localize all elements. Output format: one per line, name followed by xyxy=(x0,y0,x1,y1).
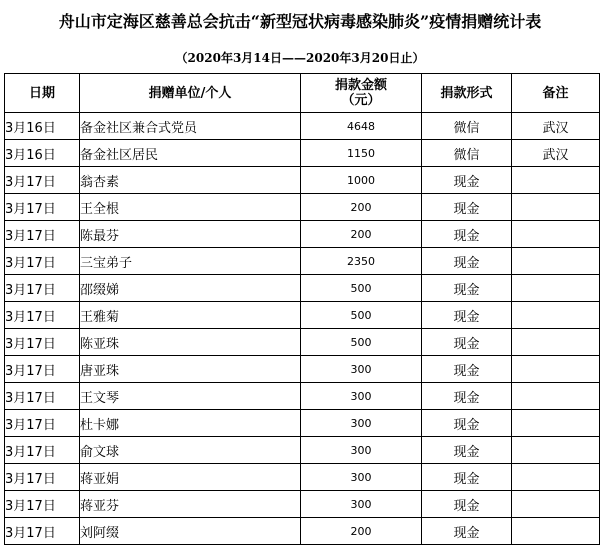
cell-date: 3月16日 xyxy=(5,113,80,140)
cell-method: 现金 xyxy=(422,248,512,275)
cell-method: 现金 xyxy=(422,329,512,356)
cell-date: 3月17日 xyxy=(5,275,80,302)
donation-table xyxy=(4,73,600,545)
cell-date: 3月17日 xyxy=(5,167,80,194)
cell-method: 现金 xyxy=(422,356,512,383)
cell-method: 微信 xyxy=(422,113,512,140)
cell-note xyxy=(512,464,600,491)
cell-donor: 杜卡娜 xyxy=(80,410,301,437)
table-row xyxy=(5,140,600,167)
table-row xyxy=(5,221,600,248)
cell-date: 3月17日 xyxy=(5,437,80,464)
table-row xyxy=(5,491,600,518)
cell-method: 现金 xyxy=(422,518,512,545)
table-row xyxy=(5,329,600,356)
cell-note xyxy=(512,518,600,545)
header-donor: 捐赠单位/个人 xyxy=(80,74,301,113)
cell-note xyxy=(512,194,600,221)
cell-amount: 300 xyxy=(301,437,422,464)
cell-date: 3月17日 xyxy=(5,194,80,221)
cell-date: 3月17日 xyxy=(5,410,80,437)
cell-note xyxy=(512,356,600,383)
cell-date: 3月17日 xyxy=(5,302,80,329)
cell-amount: 1150 xyxy=(301,140,422,167)
cell-date: 3月17日 xyxy=(5,383,80,410)
cell-date: 3月17日 xyxy=(5,491,80,518)
header-amount xyxy=(301,74,422,113)
cell-note xyxy=(512,167,600,194)
cell-amount: 200 xyxy=(301,194,422,221)
cell-note xyxy=(512,491,600,518)
cell-donor: 刘阿缀 xyxy=(80,518,301,545)
cell-method: 现金 xyxy=(422,167,512,194)
table-row xyxy=(5,302,600,329)
cell-donor: 俞文球 xyxy=(80,437,301,464)
cell-method: 现金 xyxy=(422,221,512,248)
cell-note: 武汉 xyxy=(512,140,600,167)
cell-method: 现金 xyxy=(422,464,512,491)
cell-donor: 翁杏素 xyxy=(80,167,301,194)
cell-amount: 200 xyxy=(301,221,422,248)
cell-amount: 300 xyxy=(301,464,422,491)
cell-donor: 三宝弟子 xyxy=(80,248,301,275)
cell-method: 现金 xyxy=(422,194,512,221)
cell-note xyxy=(512,410,600,437)
table-row xyxy=(5,275,600,302)
table-row xyxy=(5,518,600,545)
cell-note xyxy=(512,275,600,302)
cell-donor: 蒋亚娟 xyxy=(80,464,301,491)
cell-note xyxy=(512,302,600,329)
table-row xyxy=(5,464,600,491)
cell-note xyxy=(512,248,600,275)
cell-donor: 陈亚珠 xyxy=(80,329,301,356)
cell-method: 现金 xyxy=(422,437,512,464)
cell-date: 3月17日 xyxy=(5,248,80,275)
table-row xyxy=(5,383,600,410)
cell-note xyxy=(512,383,600,410)
cell-donor: 陈最芬 xyxy=(80,221,301,248)
cell-donor: 唐亚珠 xyxy=(80,356,301,383)
cell-donor: 邵缀娣 xyxy=(80,275,301,302)
cell-date: 3月16日 xyxy=(5,140,80,167)
cell-method: 现金 xyxy=(422,302,512,329)
header-date: 日期 xyxy=(5,74,80,113)
cell-amount: 300 xyxy=(301,410,422,437)
table-row xyxy=(5,437,600,464)
cell-amount: 300 xyxy=(301,356,422,383)
table-row xyxy=(5,167,600,194)
cell-amount: 1000 xyxy=(301,167,422,194)
cell-donor: 王全根 xyxy=(80,194,301,221)
cell-amount: 500 xyxy=(301,329,422,356)
table-row xyxy=(5,410,600,437)
cell-method: 现金 xyxy=(422,275,512,302)
cell-method: 现金 xyxy=(422,410,512,437)
cell-donor: 王文琴 xyxy=(80,383,301,410)
header-note: 备注 xyxy=(512,74,600,113)
cell-date: 3月17日 xyxy=(5,464,80,491)
table-row xyxy=(5,194,600,221)
table-header-row xyxy=(5,74,600,113)
cell-amount: 500 xyxy=(301,275,422,302)
cell-donor: 蒋亚芬 xyxy=(80,491,301,518)
cell-date: 3月17日 xyxy=(5,329,80,356)
header-amount-line2: （元） xyxy=(341,93,381,108)
table-row xyxy=(5,356,600,383)
cell-date: 3月17日 xyxy=(5,518,80,545)
cell-amount: 500 xyxy=(301,302,422,329)
document-subtitle: （2020年3月14日——2020年3月20日止） xyxy=(175,51,425,65)
cell-amount: 2350 xyxy=(301,248,422,275)
cell-donor: 王雅菊 xyxy=(80,302,301,329)
cell-date: 3月17日 xyxy=(5,356,80,383)
cell-method: 现金 xyxy=(422,383,512,410)
cell-donor: 备金社区居民 xyxy=(80,140,301,167)
cell-amount: 200 xyxy=(301,518,422,545)
document-title: 舟山市定海区慈善总会抗击“新型冠状病毒感染肺炎”疫情捐赠统计表 xyxy=(58,12,542,31)
table-body xyxy=(5,113,600,545)
cell-donor: 备金社区兼合式党员 xyxy=(80,113,301,140)
cell-note xyxy=(512,437,600,464)
cell-note: 武汉 xyxy=(512,113,600,140)
cell-amount: 300 xyxy=(301,491,422,518)
cell-note xyxy=(512,221,600,248)
cell-method: 微信 xyxy=(422,140,512,167)
header-method: 捐款形式 xyxy=(422,74,512,113)
cell-amount: 300 xyxy=(301,383,422,410)
table-row xyxy=(5,248,600,275)
cell-method: 现金 xyxy=(422,491,512,518)
cell-amount: 4648 xyxy=(301,113,422,140)
cell-note xyxy=(512,329,600,356)
cell-date: 3月17日 xyxy=(5,221,80,248)
table-row xyxy=(5,113,600,140)
header-amount-line1: 捐款金额 xyxy=(334,78,387,93)
